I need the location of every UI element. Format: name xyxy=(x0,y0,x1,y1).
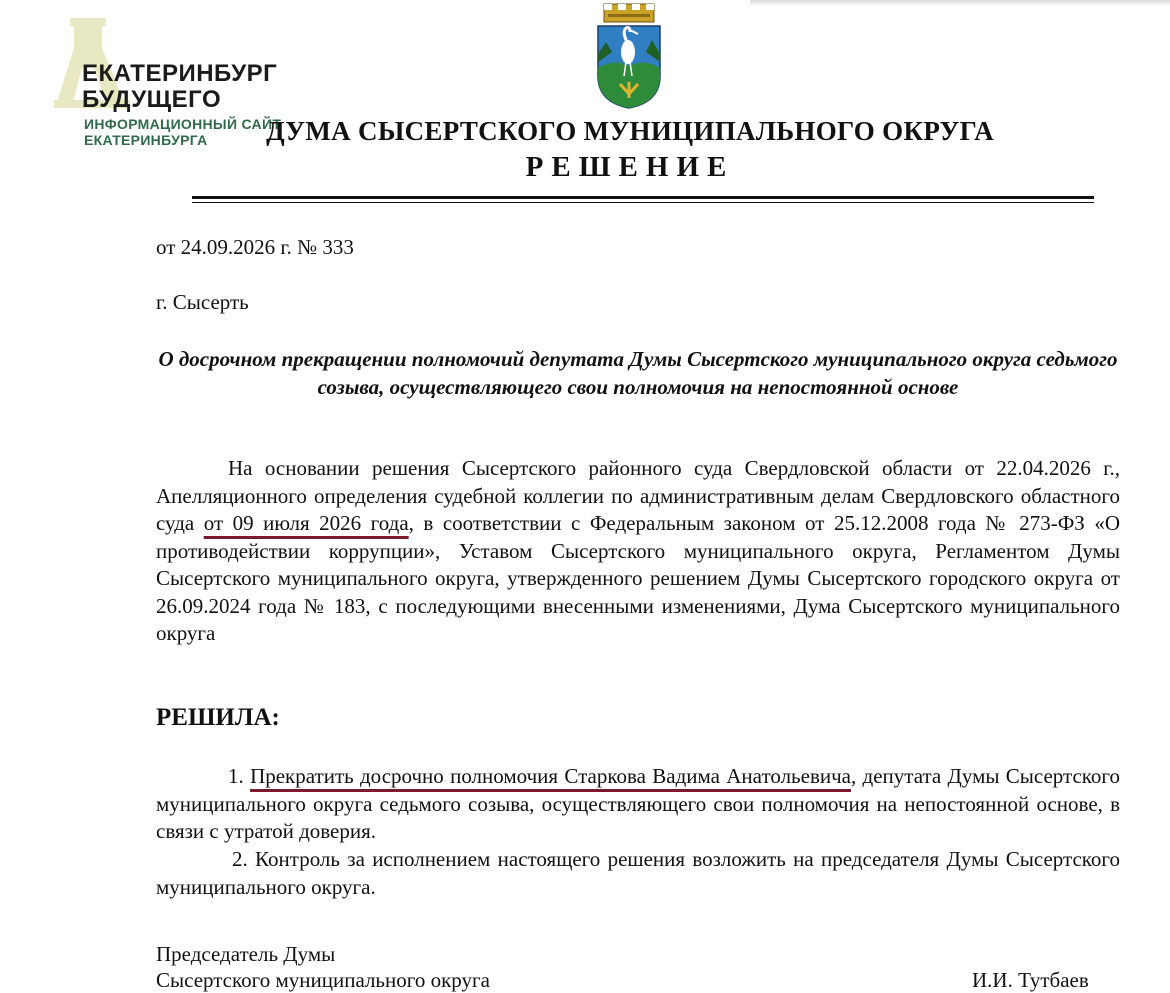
decision-city: г. Сысерть xyxy=(156,290,249,314)
item-1-number: 1. xyxy=(228,764,244,788)
header-divider-thin xyxy=(192,202,1094,203)
header-divider-thick xyxy=(192,196,1094,199)
decision-subject: О досрочном прекращении полномочий депутата Думы Сысертского муниципального округа седьмого созыва, осуществляющего свои полномочия на непостоянной основе xyxy=(158,347,1118,399)
underlined-termination: Прекратить досрочно полномочия Старкова Вадима Анатольевича xyxy=(250,764,851,788)
decision-item-2: 2. Контроль за исполнением настоящего решения возложить на председателя Думы Сысертского муниципального округа. xyxy=(156,847,1120,899)
document-type: РЕШЕНИЕ xyxy=(525,151,735,183)
signature-title-1: Председатель Думы xyxy=(156,942,336,966)
preamble-text-end: , в соответствии с Федеральным законом от 25.12.2008 года № 273-ФЗ «О противодействии коррупции», Уставом Сысертского муниципального округа, Регламентом Думы Сысертского муниципального округа, утвержденного решением Думы Сысертского городского округа от 26.09.2024 года № 183, с последующими внесенными изменениями, Дума Сысертского муниципального округа xyxy=(156,511,1120,645)
decision-item-1 xyxy=(156,763,1120,846)
preamble-paragraph xyxy=(156,455,1120,648)
coat-of-arms-icon xyxy=(594,2,664,110)
watermark-title-1: ЕКАТЕРИНБУРГ xyxy=(82,60,278,87)
page-edge-shadow xyxy=(750,0,1170,6)
item-1-rest: , депутата Думы Сысертского муниципального округа седьмого созыва, осуществляющего свои полномочия на непостоянной основе, в связи с утратой доверия. xyxy=(156,764,1121,843)
signatory-name: И.И. Тутбаев xyxy=(972,968,1089,992)
preamble-text-start: На основании решения Сысертского районного суда Свердловской области от 22.04.2026 г., Апелляционного определения судебной коллегии по административным делам Свердловского областного суда xyxy=(156,456,1120,535)
underlined-date: от 09 июля 2026 года xyxy=(203,511,409,535)
watermark-subtitle-1: ИНФОРМАЦИОННЫЙ САЙТ xyxy=(84,116,282,132)
decision-date-number: от 24.09.2026 г. № 333 xyxy=(156,235,354,259)
decided-heading: РЕШИЛА: xyxy=(156,704,280,731)
watermark-title-2: БУДУЩЕГО xyxy=(82,86,222,113)
signature-title-2: Сысертского муниципального округа xyxy=(156,968,490,992)
watermark-subtitle-2: ЕКАТЕРИНБУРГА xyxy=(84,132,208,148)
organization-title: ДУМА СЫСЕРТСКОГО МУНИЦИПАЛЬНОГО ОКРУГА xyxy=(266,116,994,146)
